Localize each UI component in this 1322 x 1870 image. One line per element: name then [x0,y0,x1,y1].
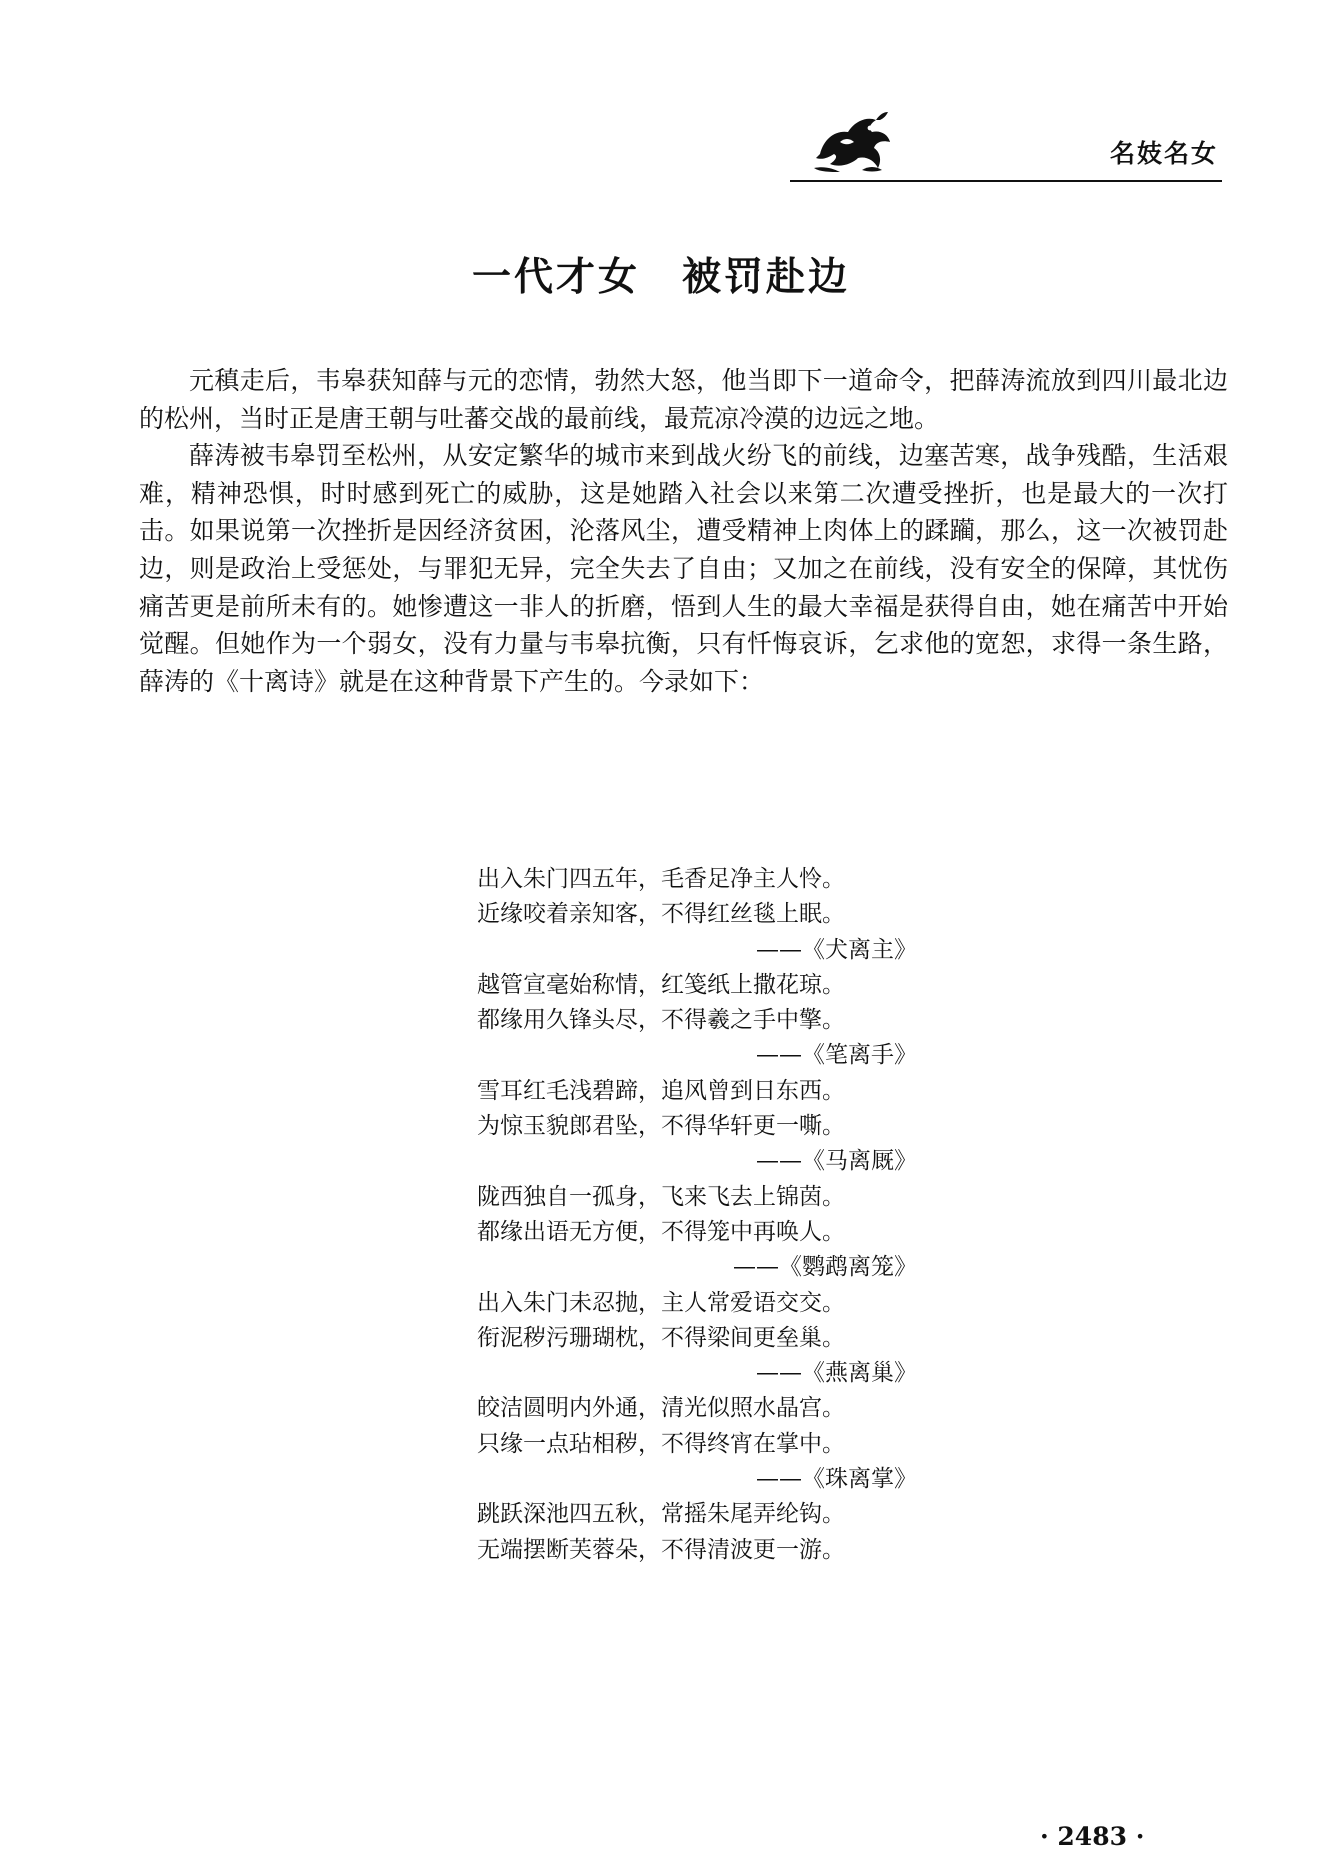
poem-line: 雪耳红毛浅碧蹄，追风曾到日东西。 [477,1077,845,1104]
poem-source: ——《珠离掌》 [756,1466,917,1493]
poem-stanza [477,1391,927,1497]
poem-line: 跳跃深池四五秋，常摇朱尾弄纶钩。 [477,1501,845,1528]
poem-source: ——《笔离手》 [756,1042,917,1069]
poem-line: 陇西独自一孤身，飞来飞去上锦茵。 [477,1183,845,1210]
poem-stanza [477,862,927,968]
poem-source: ——《马离厩》 [756,1148,917,1175]
poem-source: ——《犬离主》 [756,936,917,963]
poem-line: 都缘出语无方便，不得笼中再唤人。 [477,1218,845,1245]
poem-stanza [477,968,927,1074]
article-title: 一代才女 被罚赴边 [471,255,850,300]
poem-stanza [477,1286,927,1392]
poem-stanza [477,1074,927,1180]
page-number: · 2483 · [1040,1822,1145,1851]
dragon-emblem-icon [810,108,894,174]
poem-block [477,862,927,1568]
poem-line: 越管宣毫始称情，红笺纸上撒花琼。 [477,971,845,998]
running-header [790,100,1222,180]
header-rule [790,180,1222,182]
poem-line: 出入朱门四五年，毛香足净主人怜。 [477,866,845,892]
poem-line: 为惊玉貌郎君坠，不得华轩更一嘶。 [477,1113,845,1140]
poem-line: 无端摆断芙蓉朵，不得清波更一游。 [477,1536,845,1563]
poem-stanza [477,1497,927,1568]
section-title: 名妓名女 [1109,139,1218,168]
paragraph: 薛涛被韦皋罚至松州，从安定繁华的城市来到战火纷飞的前线，边塞苦寒，战争残酷，生活艰难，精神恐惧，时时感到死亡的威胁，这是她踏入社会以来第二次遭受挫折，也是最大的一次打击。如果说第一次挫折是因经济贫困，沦落风尘，遭受精神上肉体上的蹂躏，那么，这一次被罚赴边，则是政治上受惩处，与罪犯无异，完全失去了自由；又加之在前线，没有安全的保障，其忧伤痛苦更是前所未有的。她惨遭这一非人的折磨，悟到人生的最大幸福是获得自由，她在痛苦中开始觉醒。但她作为一个弱女，没有力量与韦皋抗衡，只有忏悔哀诉，乞求他的宽恕，求得一条生路，薛涛的《十离诗》就是在这种背景下产生的。今录如下： [139,441,1228,696]
poem-line: 只缘一点玷相秽，不得终宵在掌中。 [477,1430,845,1457]
paragraph: 元稹走后，韦皋获知薛与元的恋情，勃然大怒，他当即下一道命令，把薛涛流放到四川最北边的松州，当时正是唐王朝与吐蕃交战的最前线，最荒凉冷漠的边远之地。 [139,366,1228,433]
poem-line: 皎洁圆明内外通，清光似照水晶宫。 [477,1395,845,1422]
poem-source: ——《燕离巢》 [756,1360,917,1387]
poem-line: 衔泥秽污珊瑚枕，不得梁间更垒巢。 [477,1324,845,1351]
article-body [139,362,1228,700]
poem-stanza [477,1180,927,1286]
poem-line: 都缘用久锋头尽，不得羲之手中擎。 [477,1007,845,1034]
poem-line: 近缘咬着亲知客，不得红丝毯上眠。 [477,901,845,928]
poem-source: ——《鹦鹉离笼》 [733,1254,917,1281]
poem-line: 出入朱门未忍抛，主人常爱语交交。 [477,1289,845,1316]
